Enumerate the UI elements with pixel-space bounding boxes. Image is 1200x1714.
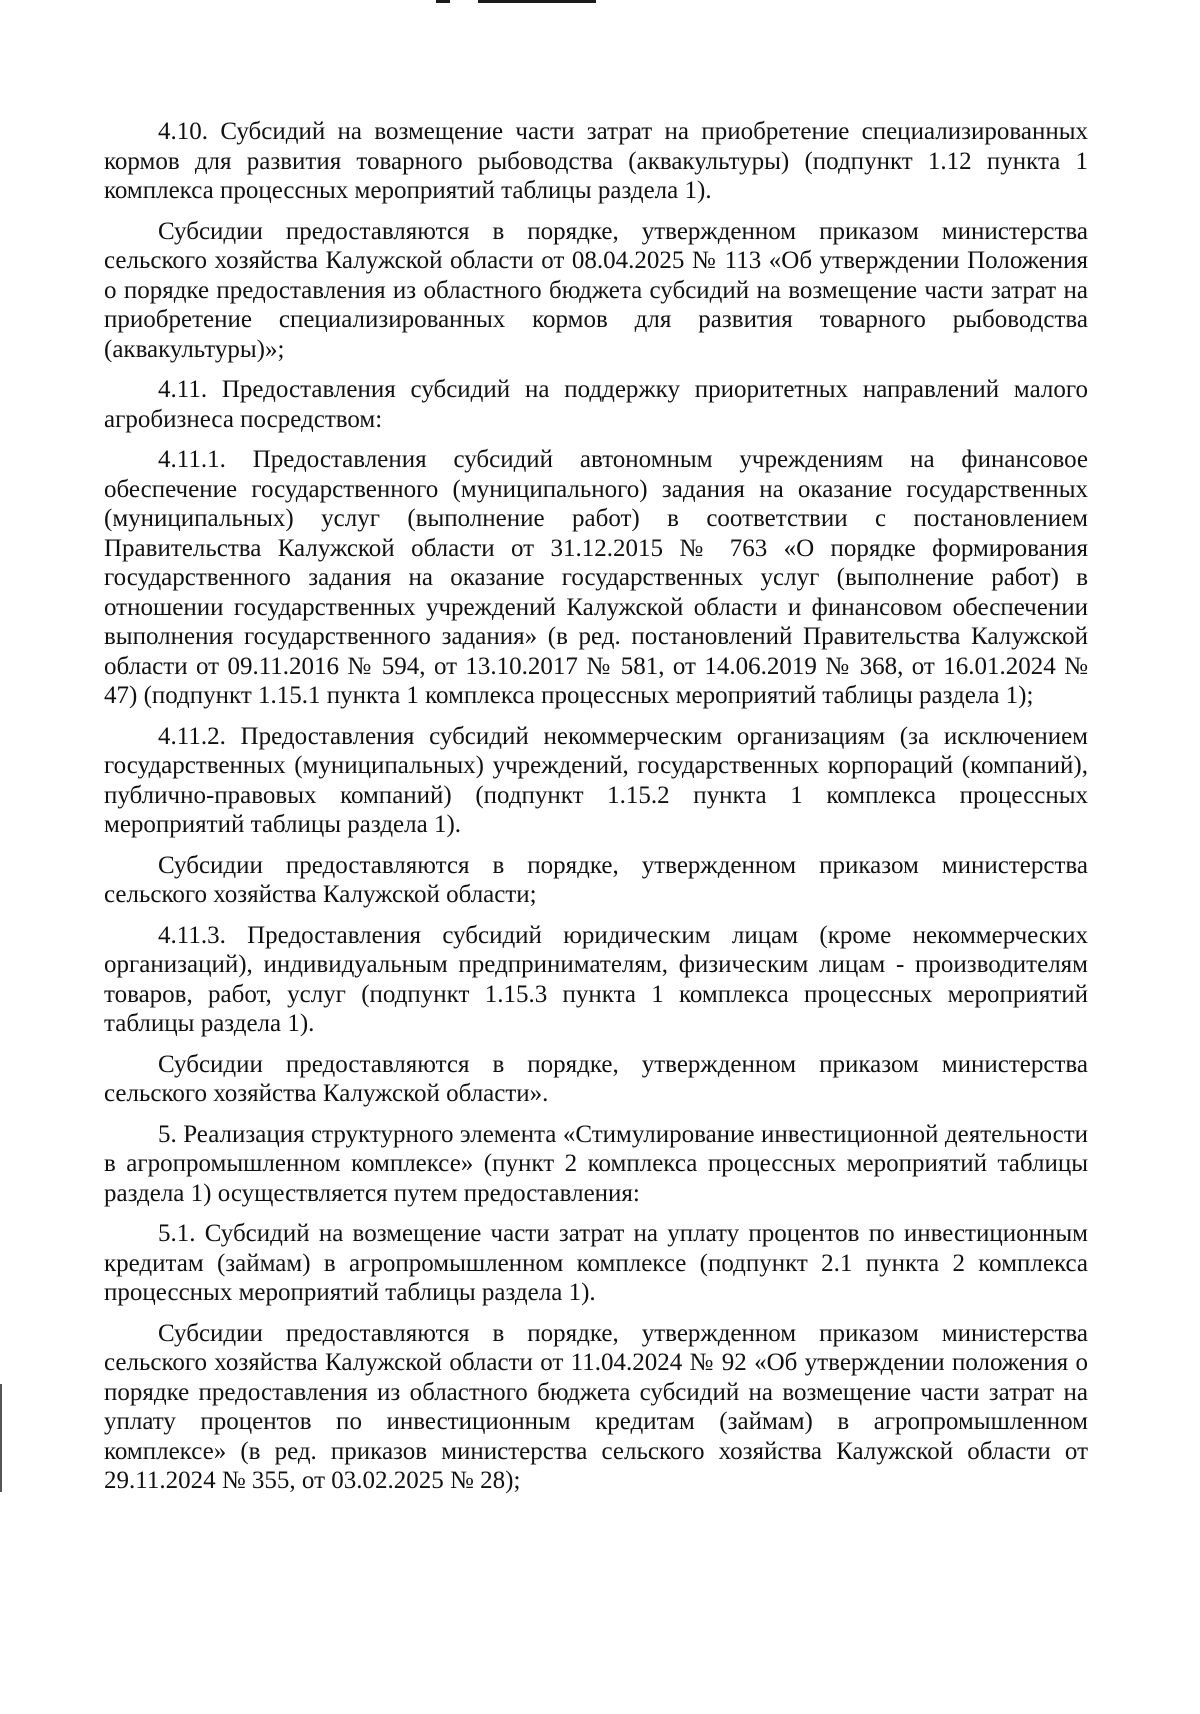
paragraph-4-11-3-order: Субсидии предоставляются в порядке, утвержденном приказом министерства сельского хозяйства Калужской области».: [104, 1050, 1088, 1107]
paragraph-4-11-1: 4.11.1. Предоставления субсидий автономным учреждениям на финансовое обеспечение государственного (муниципального) задания на оказание государственных (муниципальных) услуг (выполнение работ) в соответствии с постановлением Правительства Калужской области от 31.12.2015 № 763 «О порядке формирования государственного задания на оказание государственных услуг (выполнение работ) в отношении государственных учреждений Калужской области и финансовом обеспечении выполнения государственного задания» (в ред. постановлений Правительства Калужской области от 09.11.2016 № 594, от 13.10.2017 № 581, от 14.06.2019 № 368, от 16.01.2024 № 47) (подпункт 1.15.1 пункта 1 комплекса процессных мероприятий таблицы раздела 1);: [104, 446, 1088, 709]
scan-edge-line: [0, 1384, 2, 1492]
paragraph-4-11: 4.11. Предоставления субсидий на поддержку приоритетных направлений малого агробизнеса посредством:: [104, 376, 1088, 433]
paragraph-5-1-order: Субсидии предоставляются в порядке, утвержденном приказом министерства сельского хозяйства Калужской области от 11.04.2024 № 92 «Об утверждении положения о порядке предоставления из областного бюджета субсидий на возмещение части затрат на уплату процентов по инвестиционным кредитам (займам) в агропромышленном комплексе» (в ред. приказов министерства сельского хозяйства Калужской области от 29.11.2024 № 355, от 03.02.2025 № 28);: [104, 1319, 1088, 1494]
scan-mark: [478, 0, 596, 3]
paragraph-4-11-3: 4.11.3. Предоставления субсидий юридическим лицам (кроме некоммерческих организаций), индивидуальным предпринимателям, физическим лицам - производителям товаров, работ, услуг (подпункт 1.15.3 пункта 1 комплекса процессных мероприятий таблицы раздела 1).: [104, 921, 1088, 1037]
paragraph-4-11-2-order: Субсидии предоставляются в порядке, утвержденном приказом министерства сельского хозяйства Калужской области;: [104, 851, 1088, 908]
paragraph-4-11-2: 4.11.2. Предоставления субсидий некоммерческим организациям (за исключением государственных (муниципальных) учреждений, государственных корпораций (компаний), публично-правовых компаний) (подпункт 1.15.2 пункта 1 комплекса процессных мероприятий таблицы раздела 1).: [104, 722, 1088, 838]
paragraph-5: 5. Реализация структурного элемента «Стимулирование инвестиционной деятельности в агропромышленном комплексе» (пункт 2 комплекса процессных мероприятий таблицы раздела 1) осуществляется путем предоставления:: [104, 1120, 1088, 1207]
document-body: [104, 117, 1088, 1507]
paragraph-4-10: 4.10. Субсидий на возмещение части затрат на приобретение специализированных кормов для развития товарного рыбоводства (аквакультуры) (подпункт 1.12 пункта 1 комплекса процессных мероприятий таблицы раздела 1).: [104, 118, 1088, 204]
paragraph-5-1: 5.1. Субсидий на возмещение части затрат на уплату процентов по инвестиционным кредитам (займам) в агропромышленном комплексе (подпункт 2.1 пункта 2 комплекса процессных мероприятий таблицы раздела 1).: [104, 1220, 1088, 1306]
scan-mark: [436, 0, 450, 3]
paragraph-4-10-order: Субсидии предоставляются в порядке, утвержденном приказом министерства сельского хозяйства Калужской области от 08.04.2025 № 113 «Об утверждении Положения о порядке предоставления из областного бюджета субсидий на возмещение части затрат на приобретение специализированных кормов для развития товарного рыбоводства (аквакультуры)»;: [104, 217, 1088, 363]
